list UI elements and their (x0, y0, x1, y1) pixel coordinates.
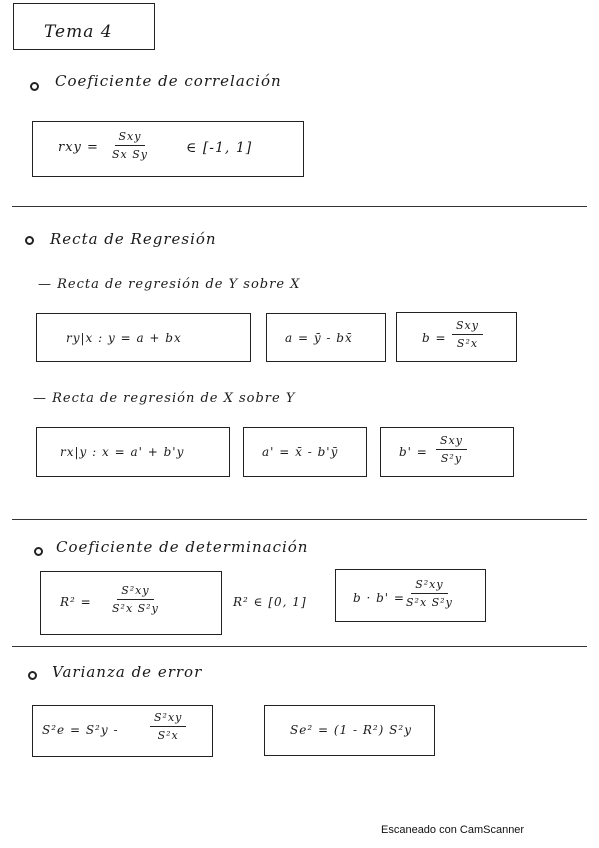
correlacion-fraction (112, 130, 148, 161)
varianza-heading: Varianza de error (52, 663, 203, 681)
varianza-lhs: S²e = S²y - (42, 723, 119, 737)
divider-3 (12, 646, 587, 647)
determinacion-alt-num: S²xy (411, 578, 447, 594)
bullet-determinacion (34, 547, 43, 556)
y-sobre-x-b-fraction (452, 319, 483, 350)
x-sobre-y-b-lhs: b' = (399, 445, 428, 459)
correlacion-den: Sx Sy (112, 148, 148, 161)
y-sobre-x-b-num: Sxy (452, 319, 483, 335)
determinacion-fraction (112, 584, 159, 615)
y-sobre-x-b-den: S²x (456, 337, 479, 350)
determinacion-alt-den: S²x S²y (406, 596, 453, 609)
correlacion-lhs: rxy = (58, 140, 99, 155)
x-sobre-y-label: — Recta de regresión de X sobre Y (33, 391, 296, 406)
bullet-regresion (25, 236, 34, 245)
x-sobre-y-b-den: S²y (440, 452, 463, 465)
determinacion-lhs: R² = (60, 595, 92, 609)
y-sobre-x-b-lhs: b = (422, 331, 447, 345)
x-sobre-y-b-num: Sxy (436, 434, 467, 450)
divider-1 (12, 206, 587, 207)
y-sobre-x-label: — Recta de regresión de Y sobre X (38, 277, 301, 292)
varianza-den: S²x (157, 729, 179, 742)
divider-2 (12, 519, 587, 520)
correlacion-range: ∈ [-1, 1] (186, 140, 253, 156)
determinacion-num: S²xy (117, 584, 153, 600)
regresion-heading: Recta de Regresión (50, 230, 217, 248)
bullet-correlacion (30, 82, 39, 91)
correlacion-num: Sxy (115, 130, 146, 146)
x-sobre-y-b-fraction (436, 434, 467, 465)
determinacion-alt-lhs: b · b' = (353, 591, 405, 605)
varianza-fraction (150, 711, 186, 742)
determinacion-den: S²x S²y (112, 602, 159, 615)
y-sobre-x-eq: ry|x : y = a + bx (66, 331, 182, 345)
determinacion-alt-fraction (406, 578, 453, 609)
x-sobre-y-a: a' = x̄ - b'ȳ (262, 445, 339, 459)
bullet-varianza (28, 671, 37, 680)
x-sobre-y-eq: rx|y : x = a' + b'y (60, 445, 185, 459)
determinacion-heading: Coeficiente de determinación (56, 538, 309, 556)
y-sobre-x-a: a = ȳ - bx̄ (285, 331, 353, 345)
varianza-alt: Se² = (1 - R²) S²y (290, 723, 412, 737)
page-title: Tema 4 (44, 22, 113, 42)
varianza-num: S²xy (150, 711, 186, 727)
determinacion-range: R² ∈ [0, 1] (233, 595, 307, 609)
correlacion-heading: Coeficiente de correlación (55, 72, 282, 90)
scanner-footer: Escaneado con CamScanner (381, 824, 525, 836)
